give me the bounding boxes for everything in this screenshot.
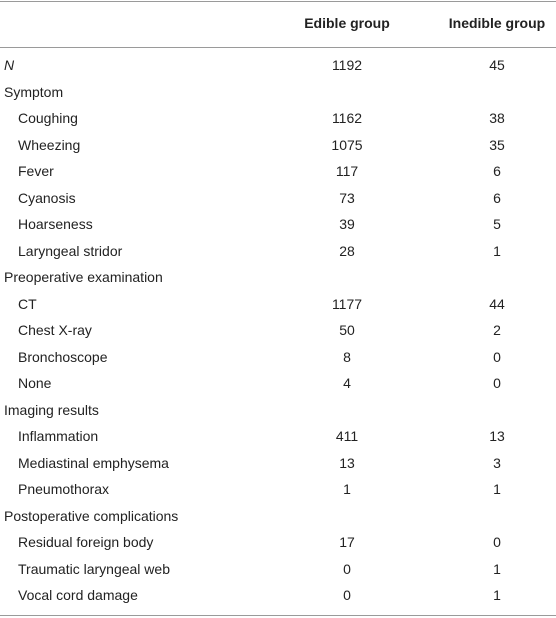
section-row-symptom — [0, 79, 556, 106]
inedible-value: 3 — [493, 454, 501, 471]
table-row — [0, 529, 556, 556]
inedible-value: 13 — [489, 428, 505, 445]
row-label: Hoarseness — [18, 216, 93, 233]
table-row — [0, 423, 556, 450]
table-row — [0, 582, 556, 609]
row-label: N — [4, 57, 15, 74]
row-label: Fever — [18, 163, 54, 180]
edible-value: 39 — [339, 216, 355, 233]
inedible-value — [438, 397, 556, 424]
section-label: Imaging results — [4, 401, 99, 418]
edible-value — [256, 503, 438, 530]
inedible-value: 1 — [493, 560, 501, 577]
table-row — [0, 344, 556, 371]
edible-value — [256, 397, 438, 424]
table-row — [0, 132, 556, 159]
row-label: Laryngeal stridor — [18, 242, 123, 259]
edible-value: 1177 — [331, 295, 363, 312]
edible-value: 1 — [343, 481, 351, 498]
section-label: Postoperative complications — [4, 507, 179, 524]
row-label: CT — [18, 295, 37, 312]
row-label: Inflammation — [18, 428, 99, 445]
row-label: Cyanosis — [18, 189, 76, 206]
edible-value: 411 — [335, 428, 359, 445]
inedible-value: 1 — [493, 242, 501, 259]
inedible-value: 1 — [493, 481, 501, 498]
inedible-value: 44 — [489, 295, 505, 312]
inedible-value: 1 — [493, 587, 501, 604]
table-row — [0, 450, 556, 477]
row-label: None — [18, 375, 52, 392]
table-row — [0, 370, 556, 397]
row-label: Wheezing — [18, 136, 81, 153]
row-label: Pneumothorax — [18, 481, 110, 498]
edible-value — [256, 79, 438, 106]
table-row — [0, 291, 556, 318]
row-label: Vocal cord damage — [18, 587, 138, 604]
section-row-preoperative-examination — [0, 264, 556, 291]
edible-value: 0 — [343, 560, 351, 577]
edible-value: 50 — [339, 322, 355, 339]
edible-value — [256, 264, 438, 291]
inedible-value — [438, 79, 556, 106]
edible-value: 0 — [343, 587, 351, 604]
inedible-value: 6 — [493, 163, 501, 180]
row-label: Residual foreign body — [18, 534, 154, 551]
inedible-value: 35 — [489, 136, 505, 153]
inedible-value — [438, 503, 556, 530]
inedible-value: 0 — [493, 534, 501, 551]
edible-value: 117 — [335, 163, 359, 180]
section-row-imaging-results — [0, 397, 556, 424]
table-row — [0, 211, 556, 238]
section-row-postoperative-complications — [0, 503, 556, 530]
inedible-value: 38 — [489, 110, 505, 127]
inedible-value: 0 — [493, 348, 501, 365]
table-header-row — [0, 0, 556, 46]
inedible-value: 6 — [493, 189, 501, 206]
inedible-value — [438, 264, 556, 291]
section-label: Symptom — [4, 83, 64, 100]
section-label: Preoperative examination — [4, 269, 163, 286]
table-row — [0, 238, 556, 265]
table-row — [0, 185, 556, 212]
row-label: Chest X-ray — [18, 322, 92, 339]
table-row — [0, 556, 556, 583]
edible-value: 13 — [339, 454, 355, 471]
edible-value: 73 — [339, 189, 355, 206]
table-row — [0, 317, 556, 344]
row-label: Mediastinal emphysema — [18, 454, 169, 471]
edible-value: 1075 — [331, 136, 363, 153]
row-label: Coughing — [18, 110, 78, 127]
row-label: Bronchoscope — [18, 348, 108, 365]
inedible-value: 0 — [493, 375, 501, 392]
table-row-n — [0, 52, 556, 79]
row-label: Traumatic laryngeal web — [18, 560, 170, 577]
table-row — [0, 476, 556, 503]
edible-value: 8 — [343, 348, 351, 365]
header-inedible-group: Inedible group — [448, 15, 546, 31]
table-bottom-rule — [0, 615, 556, 616]
edible-value: 1162 — [331, 110, 363, 127]
edible-value: 1192 — [331, 57, 363, 74]
table-row — [0, 105, 556, 132]
edible-value: 17 — [339, 534, 355, 551]
edible-value: 28 — [339, 242, 355, 259]
edible-value: 4 — [343, 375, 351, 392]
header-edible-group: Edible group — [304, 15, 390, 31]
header-label-column — [0, 0, 256, 46]
inedible-value: 2 — [493, 322, 501, 339]
table-row — [0, 158, 556, 185]
inedible-value: 5 — [493, 216, 501, 233]
inedible-value: 45 — [489, 57, 505, 74]
